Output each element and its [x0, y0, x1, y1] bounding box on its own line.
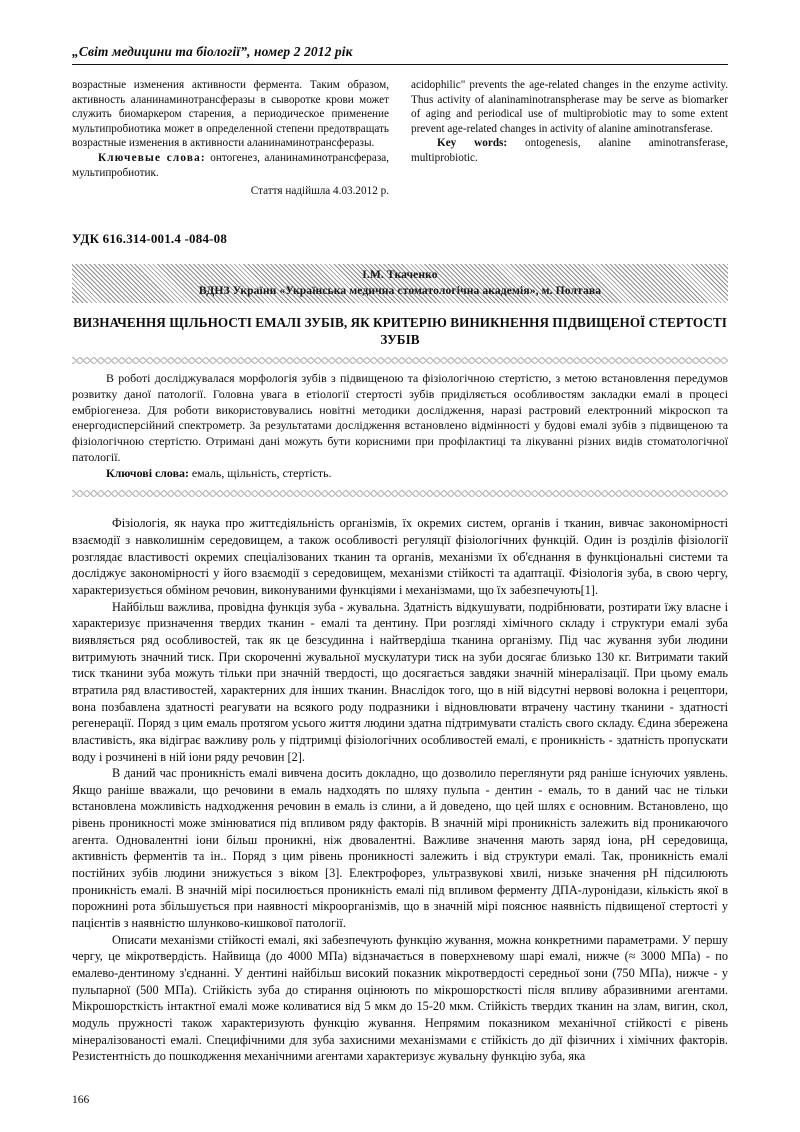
article-abstract-text: В роботі досліджувалася морфологія зубів з підвищеною та фізіологічною стертістю, з метою встановлення передумов розвитку даної патології. Головна увага в етіології стертості зубів приділяється особливостям закладки емалі в процесі ембріогенеза. Для роботи використовувались новітні методики дослідження, наразі растровий електронний мікроскоп та енергодисперсійний спектрометр. За результатами дослідження встановлено відмінності у будові емалі зубів з підвищеною та фізіологічною стертістю. Отримані дані можуть бути корисними при профілактиці та лікуванні різних видів стоматологічної патології.: [72, 370, 728, 464]
zigzag-rule-bottom: [72, 490, 728, 497]
article-keywords: [72, 466, 728, 482]
author-affiliation: ВДНЗ України «Українська медична стоматологічна академія», м. Полтава: [198, 283, 602, 297]
keywords-russian: [72, 151, 389, 180]
previous-article-abstracts: [72, 78, 728, 199]
keywords-russian-label: Ключевые слова:: [98, 152, 206, 164]
article-body: [72, 515, 728, 1065]
body-paragraph: В даний час проникність емалі вивчена досить докладно, що дозволило переглянути ряд раніше існуючих уявлень. Якщо раніше вважали, що речовини в емаль надходять по шляху пульпа - дентин - емаль, то в даний час не тільки встановлена можливість надходження речовин в емаль із слини, а й доведено, що цей шлях є основним. Встановлено, що рівень проникності може змінюватися під впливом ряду факторів. В значній мірі проникність залежить від проникаючого агента. Одновалентні іони більш проникні, ніж двовалентні. Важливе значення мають заряд іона, рН середовища, активність ферментів та ін.. Поряд з цим рівень проникності залежить і від структури емалі. Так, проникність емалі постійних зубів людини знижується з віком [3]. Електрофорез, ультразвукові хвилі, низьке значення рН підсилюють проникність емалі. В значній мірі посилюється проникність емалі під впливом ферменту ДПА-луронідази, кількість якої в порожнині рота збільшується при наявності мікроорганізмів, що в значній мірі пояснює наявність підвищеної стертості у пацієнтів з наявністю шлунково-кишкової патології.: [72, 766, 728, 931]
body-paragraph: Описати механізми стійкості емалі, які забезпечують функцію жування, можна конкретними параметрами. У першу чергу, це мікротвердість. Найвища (до 4000 МПа) відзначається в поверхневому шарі емалі, нижче (≈ 3000 МПа) - по емалево-дентиному з'єднанні. У дентині найбільш високий показник мікротвердості середньої зони (750 МПа), нижче - у пульпарної (500 МПа). Стійкість зуба до стирання оцінюють по мікрошорсткості після впливу абразивними агентами. Мікрошорсткість інтактної емалі може коливатися від 5 мкм до 15-20 мкм. Стійкість твердих тканин на злам, вигин, скол, модуль пружності також характеризують функцію жування. Непрямим показником механічної стійкості є рівень мінералізованості емалі. Специфічними для зуба захисними механізмами є стійкість до дії фізичних і хімічних факторів. Резистентність до пошкодження механічними агентами характеризує жувальну функцію зуба, яка: [72, 932, 728, 1064]
body-paragraph: Фізіологія, як наука про життєдіяльність організмів, їх окремих систем, органів і тканин, вивчає закономірності взаємодії з навколишнім середовищем, а також особливості регуляції фізіологічних функцій. Один із розділів фізіології розглядає властивості окремих спеціалізованих тканин та органів, механізми їх об'єднання в функціональні системи та досліджує закономірності у його взаємодії з середовищем, механізми стійкості та адаптації. Фізіологія зуба, в свою чергу, характеризується обміном речовин, виконуваними функціями і механізмами, що їх забезпечують[1].: [72, 516, 728, 597]
keywords-english-text: ontogenesis, alanine aminotransferase, multiprobiotic.: [411, 137, 728, 164]
keywords-english: [411, 136, 728, 165]
abstract-column-english: [411, 78, 728, 199]
abstract-column-russian: [72, 78, 389, 199]
running-head: „Світ медицини та біології”, номер 2 2012 рік: [72, 44, 728, 65]
keywords-russian-text: онтогенез, аланинаминотрансфераза, мультипробиотик.: [72, 152, 390, 179]
author-affiliation-band: [72, 264, 728, 303]
article-keywords-label: Ключові слова:: [106, 465, 189, 480]
zigzag-rule-top: [72, 357, 728, 364]
abstract-english-text: acidophilic" prevents the age-related changes in the enzyme activity. Thus activity of alaninaminotranspherase may be serve as biomarker of aging and periodical use of multiprobiotic may to some extent prevent age-related changes in activity of alanine aminotransferase.: [411, 79, 728, 135]
page-number: 166: [72, 1094, 90, 1106]
article-keywords-text: емаль, щільність, стертість.: [188, 465, 332, 480]
udk-code: УДК 616.314-001.4 -084-08: [72, 230, 228, 246]
body-paragraph: Найбільш важлива, провідна функція зуба - жувальна. Здатність відкушувати, подрібнювати, розтирати їжу власне і характеризує призначення твердих тканин - емалі та дентину. При розгляді хімічного складу і структури емалі зуба виявляється ряд особливостей, так як це безсудинна і найтвердіша тканина організму. Під час жування зуби людини витримують значний тиск. При скороченні жувальної мускулатури тиск на зуби досягає близько 130 кг. Витримати такий тиск тканини зуба можуть тільки при значній твердості, що досягається завдяки значній мінералізації. При цьому емаль втратила ряд властивостей, характерних для інших тканин. Внаслідок того, що в ній відсутні нервові волокна і рецептори, вона позбавлена здатності реагувати на всякого роду подразники і відновлювати втрачену частину тканини - здатності регенерації. Поряд з цим емаль протягом усього життя людини здатна підтримувати сталість свого складу. Єдина збережена властивість, яка відіграє важливу роль у підтримці фізіологічних особливостей емалі, є проникність - здатність пропускати воду і розчинені в ній іони ряду речовин [2].: [72, 599, 728, 764]
author-name: І.М. Ткаченко: [362, 267, 438, 281]
article-title: ВИЗНАЧЕННЯ ЩІЛЬНОСТІ ЕМАЛІ ЗУБІВ, ЯК КРИТЕРІЮ ВИНИКНЕННЯ ПІДВИЩЕНОЇ СТЕРТОСТІ ЗУБІВ: [73, 314, 727, 347]
keywords-english-label: Key words:: [437, 137, 508, 150]
abstract-russian-text: возрастные изменения активности фермента. Таким образом, активность аланинаминотрансферазы в сыворотке крови может служить биомаркером старения, а периодическое применение мультипробиотика может в определенной степени предотвращать возрастные изменения в активности аланинаминотрансферазы.: [72, 79, 389, 150]
article-abstract-block: [72, 371, 728, 481]
received-date: Стаття надійшла 4.03.2012 р.: [250, 185, 389, 198]
